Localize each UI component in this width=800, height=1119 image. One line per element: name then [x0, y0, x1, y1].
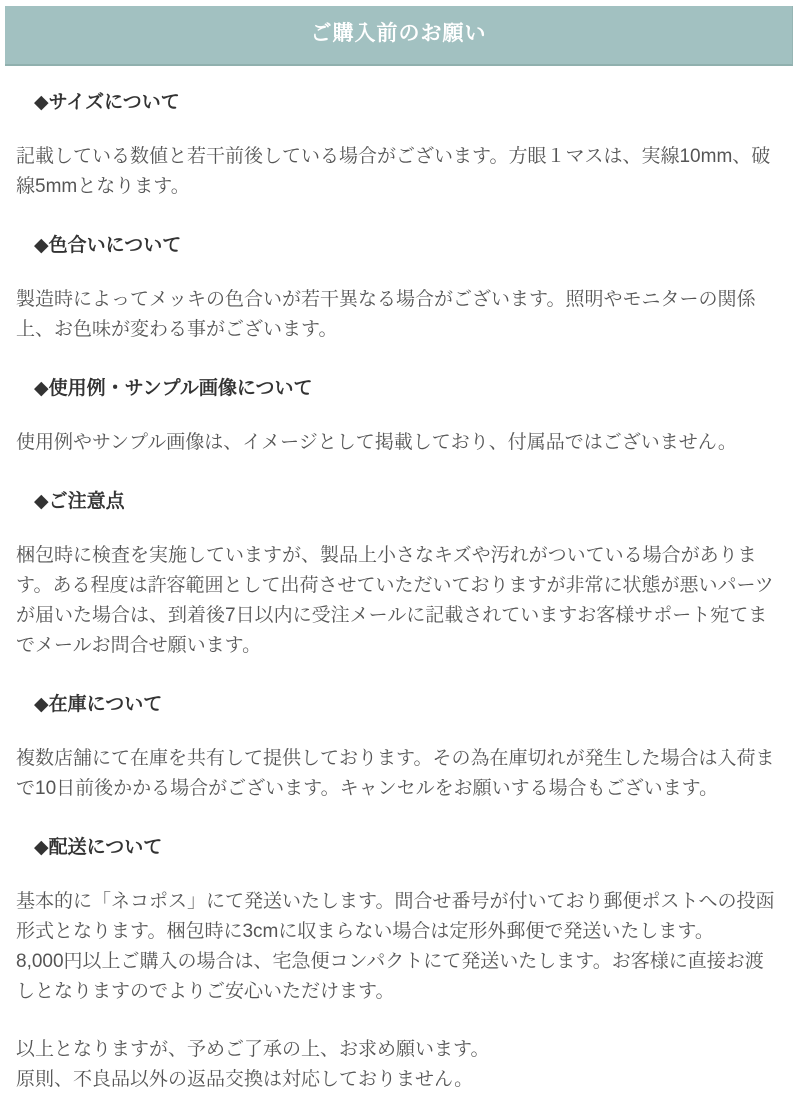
notice-title-bar: ご購入前のお願い: [5, 6, 793, 66]
section-heading-shipping: ◆配送について: [34, 837, 163, 858]
section-body-shipping-2: 8,000円以上ご購入の場合は、宅急便コンパクトにて発送いたします。お客様に直接お渡しとなりますのでよりご安心いただけます。: [16, 951, 764, 1002]
section-body-caution: 梱包時に検査を実施していますが、製品上小さなキズや汚れがついている場合があります。ある程度は許容範囲として出荷させていただいておりますが非常に状態が悪いパーツが届いた場合は、到着後7日以内に受注メールに記載されていますお客様サポート宛てまでメールお問合せ願います。: [16, 545, 774, 656]
section-body-shipping-1: 基本的に「ネコポス」にて発送いたします。問合せ番号が付いており郵便ポストへの投函形式となります。梱包時に3cmに収まらない場合は定形外郵便で発送いたします。: [16, 891, 775, 942]
section-heading-stock: ◆在庫について: [34, 694, 163, 715]
section-sample-images: [16, 378, 780, 458]
section-heading-size: ◆サイズについて: [34, 92, 180, 113]
section-body-sample-images: 使用例やサンプル画像は、イメージとして掲載しており、付属品ではございません。: [16, 432, 737, 453]
section-size: [16, 92, 780, 202]
section-body-color: 製造時によってメッキの色合いが若干異なる場合がございます。照明やモニターの関係上、お色味が変わる事がございます。: [16, 289, 756, 340]
section-body-size: 記載している数値と若干前後している場合がございます。方眼１マスは、実線10mm、破線5mmとなります。: [16, 146, 771, 197]
section-body-stock: 複数店舗にて在庫を共有して提供しております。その為在庫切れが発生した場合は入荷まで10日前後かかる場合がございます。キャンセルをお願いする場合もございます。: [16, 748, 775, 799]
section-heading-sample-images: ◆使用例・サンプル画像について: [34, 378, 313, 399]
section-heading-caution: ◆ご注意点: [34, 491, 125, 512]
closing-line-2: 原則、不良品以外の返品交換は対応しておりません。: [16, 1069, 474, 1090]
section-color: [16, 235, 780, 345]
section-shipping: [16, 837, 780, 1007]
closing-note: [16, 1035, 780, 1095]
section-stock: [16, 694, 780, 804]
section-caution: [16, 491, 780, 661]
notice-content: [0, 92, 800, 1119]
section-heading-color: ◆色合いについて: [34, 235, 182, 256]
closing-line-1: 以上となりますが、予めご了承の上、お求め願います。: [16, 1039, 490, 1060]
